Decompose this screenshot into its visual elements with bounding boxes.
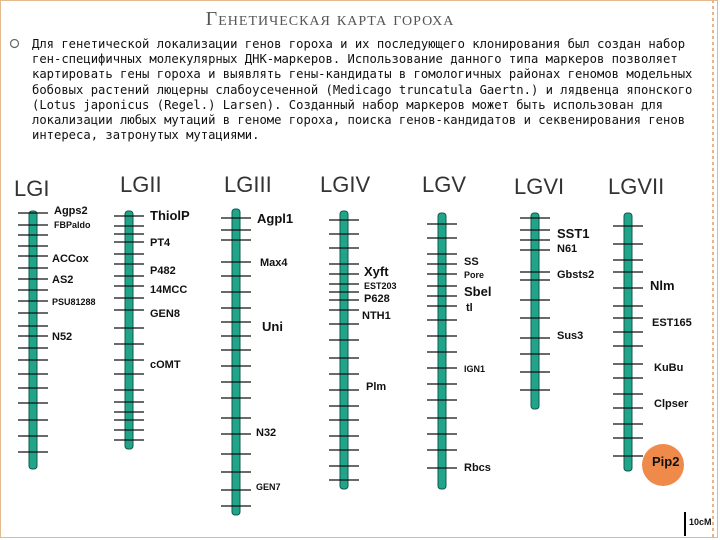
marker-label: SST1 <box>557 226 590 241</box>
chromosome-bar <box>232 209 240 515</box>
lg-title: LGVII <box>608 174 665 199</box>
marker-label: FBPaldo <box>54 220 91 230</box>
lg-title: LGIII <box>224 172 272 197</box>
marker-label: N52 <box>52 331 73 343</box>
marker-label: Clpser <box>654 398 689 410</box>
marker-label: ACCox <box>52 253 89 265</box>
marker-label: Uni <box>262 319 283 334</box>
slide-body-text: Для генетической локализации генов гороха и их последующего клонирования был создан набор ген-специфичных молекулярных ДНК-маркеров. Использование данного типа маркеров позволяет картировать гены гороха и выявлять гены-кандидаты в гомологичных районах геномов модельных бобовых растений люцерны слабоусеченной (Medicago truncatula Gaertn.) и лядвенца японского (Lotus japonicus (Regel.) Larsen). Созданный набор маркеров может быть использован для локализации любых мутаций в геноме гороха, поиска генов-кандидатов и секвенирования генов интереса, затронутых мутациями. <box>32 37 693 143</box>
marker-label: ThiolP <box>150 208 190 223</box>
marker-label: Gbsts2 <box>557 269 595 281</box>
marker-label: Sbel <box>464 284 492 299</box>
genetic-map <box>0 168 720 540</box>
chromosome-bar <box>29 211 37 469</box>
marker-label: PSU81288 <box>52 297 96 307</box>
linkage-group-lgvi <box>514 174 594 409</box>
chromosome-bar <box>340 211 348 489</box>
marker-label: Pore <box>464 270 485 280</box>
marker-label: Agpl1 <box>257 211 294 226</box>
lg-title: LGV <box>422 172 467 197</box>
slide-title: Генетическая карта гороха <box>205 8 455 30</box>
marker-label: EST165 <box>652 317 692 329</box>
marker-label: Plm <box>366 381 387 393</box>
marker-label: cOMT <box>150 359 181 371</box>
marker-label: PT4 <box>150 237 171 249</box>
marker-label: Rbcs <box>464 462 491 474</box>
bullet-icon <box>9 38 20 49</box>
chromosome-bar <box>531 213 539 409</box>
lg-title: LGIV <box>320 172 371 197</box>
scale-bar <box>684 512 686 536</box>
chromosome-bar <box>125 211 133 449</box>
marker-label: Max4 <box>260 257 288 269</box>
marker-label: N32 <box>256 427 277 439</box>
marker-label: N61 <box>557 243 578 255</box>
marker-label: P628 <box>364 293 390 305</box>
lg-title: LGI <box>14 176 50 201</box>
marker-label: SS <box>464 256 479 268</box>
marker-label: IGN1 <box>464 364 486 374</box>
marker-label: Agps2 <box>54 205 88 217</box>
linkage-group-lgv <box>422 172 491 489</box>
marker-label: KuBu <box>654 362 684 374</box>
marker-label: tl <box>466 302 473 314</box>
lg-title: LGVI <box>514 174 565 199</box>
marker-label: EST203 <box>364 281 397 291</box>
marker-label: 14MCC <box>150 284 188 296</box>
linkage-group-lgiv <box>320 172 397 489</box>
marker-label: Pip2 <box>652 454 680 469</box>
marker-label: Sus3 <box>557 330 584 342</box>
linkage-group-lgii <box>114 172 190 449</box>
lg-title: LGII <box>120 172 162 197</box>
linkage-group-lgi <box>14 176 96 469</box>
chromosome-bar <box>624 213 632 471</box>
marker-label: P482 <box>150 265 176 277</box>
marker-label: NTH1 <box>362 310 391 322</box>
linkage-group-lgvii <box>608 174 692 486</box>
linkage-group-lgiii <box>221 172 293 515</box>
marker-label: Nlm <box>650 278 675 293</box>
marker-label: AS2 <box>52 274 74 286</box>
marker-label: GEN7 <box>256 482 281 492</box>
marker-label: Xyft <box>364 264 389 279</box>
scale-label: 10cM <box>689 517 712 527</box>
marker-label: GEN8 <box>150 308 180 320</box>
